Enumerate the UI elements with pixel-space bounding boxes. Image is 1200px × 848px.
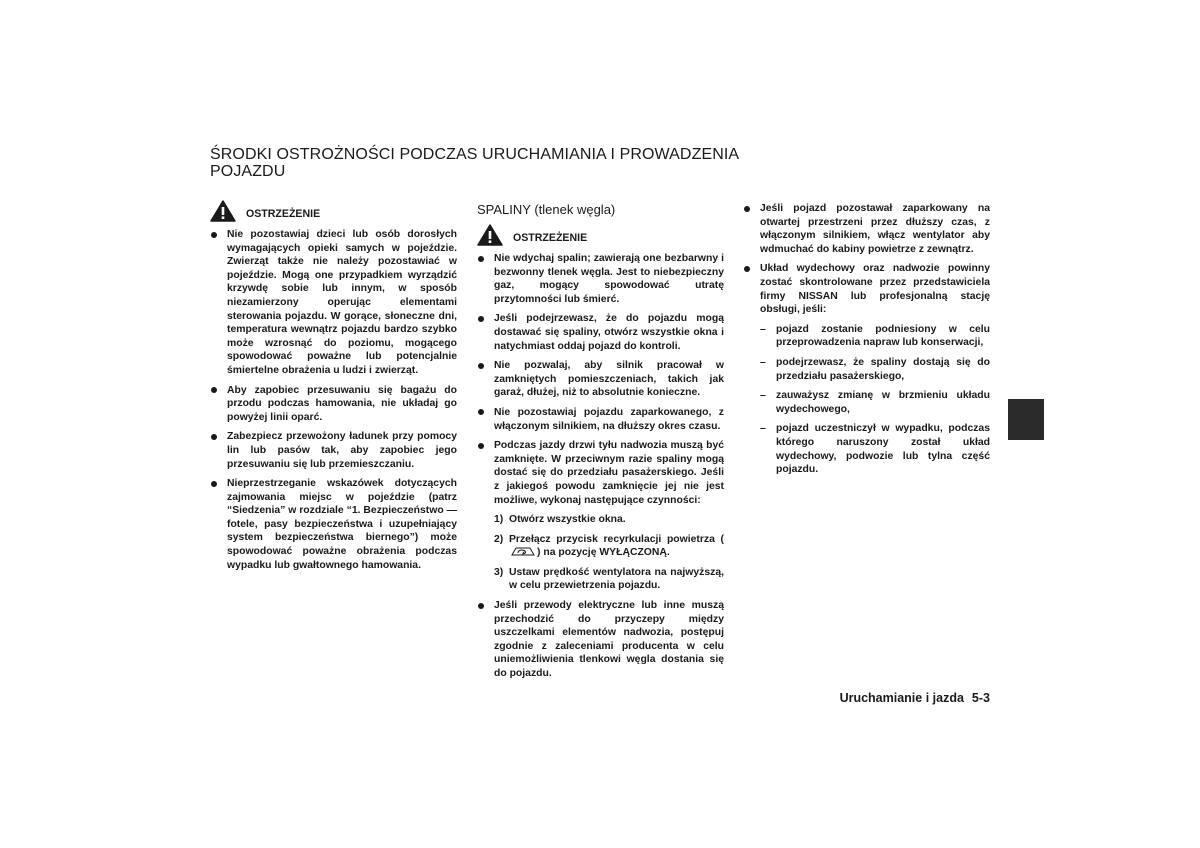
warning-header [477, 224, 724, 246]
page-footer [840, 691, 990, 705]
list-item: Nieprzestrzeganie wskazówek dotyczących zajmowania miejsc w pojeździe (patrz “Siedzenia” w rozdziale “1. Bezpieczeństwo — fotele, pasy bezpieczeństwa i uzupełniający system bezpieczeństwa biernego”) może spowodować poważne obrażenia podczas wypadku lub gwałtownego hamowania. [210, 477, 457, 572]
list-item: Jeśli pojazd pozostawał zaparkowany na otwartej przestrzeni przez dłuższy czas, z włączonym silnikiem, włącz wentylator aby wdmuchać do kabiny powietrze z zewnątrz. [743, 202, 990, 256]
column-2 [477, 202, 724, 687]
dash-item: – pojazd zostanie podniesiony w celu przeprowadzenia napraw lub konserwacji, [743, 323, 990, 350]
warning-label: OSTRZEŻENIE [246, 208, 321, 221]
step-item [477, 566, 724, 593]
list-item: Jeśli przewody elektryczne lub inne muszą przechodzić do przyczepy między uszczelkami elementów nadwozia, postępuj zgodnie z zaleceniami producenta w celu uniemożliwienia tlenkowi węgla dostania się do pojazdu. [477, 599, 724, 681]
step-text: ) na pozycję WYŁĄCZONĄ. [537, 547, 670, 559]
list-item: Jeśli podejrzewasz, że do pojazdu mogą dostawać się spaliny, otwórz wszystkie okna i natychmiast oddaj pojazd do kontroli. [477, 312, 724, 353]
dash-item: – podejrzewasz, że spaliny dostają się do przedziału pasażerskiego, [743, 356, 990, 383]
page-number: 5-3 [971, 691, 990, 705]
list-item: Nie wdychaj spalin; zawierają one bezbarwny i bezwonny tlenek węgla. Jest to niebezpieczny gaz, mogący spowodować utratę przytomności lub śmierć. [477, 252, 724, 306]
step-text: Przełącz przycisk recyrkulacji powietrza ( [509, 533, 724, 545]
warning-header [210, 200, 457, 222]
warning-list [477, 252, 724, 507]
step-text: Ustaw prędkość wentylatora na najwyższą, w celu przewietrzenia pojazdu. [509, 566, 724, 592]
warning-list [210, 228, 457, 572]
list-item: Aby zapobiec przesuwaniu się bagażu do przodu podczas hamowania, nie układaj go powyżej linii oparć. [210, 384, 457, 425]
list-item: Zabezpiecz przewożony ładunek przy pomocy lin lub pasów tak, aby zapobiec jego przesuwaniu się lub przemieszczaniu. [210, 430, 457, 471]
dash-list [743, 323, 990, 477]
list-item: Nie pozwalaj, aby silnik pracował w zamkniętych pomieszczeniach, takich jak garaż, dłużej, niż to absolutnie konieczne. [477, 359, 724, 400]
step-number: 3) [494, 566, 504, 578]
dash-item: – pojazd uczestniczył w wypadku, podczas którego naruszony został układ wydechowy, podwozie lub tylna część pojazdu. [743, 422, 990, 476]
step-item [477, 533, 724, 560]
section-title: SPALINY (tlenek węgla) [477, 202, 616, 217]
step-number: 2) [494, 533, 504, 545]
warning-list [477, 599, 724, 681]
warning-triangle-icon [210, 200, 236, 222]
warning-label: OSTRZEŻENIE [513, 232, 588, 245]
page-title: ŚRODKI OSTROŻNOŚCI PODCZAS URUCHAMIANIA I PROWADZENIA POJAZDU [210, 146, 739, 180]
step-text: Otwórz wszystkie okna. [509, 514, 626, 526]
footer-section: Uruchamianie i jazda [839, 691, 964, 705]
list-item: Podczas jazdy drzwi tyłu nadwozia muszą być zamknięte. W przeciwnym razie spaliny mogą dostać się do przedziału pasażerskiego. Jeśli z jakiegoś powodu zamknięcie jej nie jest możliwe, wykonaj następujące czynności: [477, 439, 724, 507]
dash-item: – zauważysz zmianę w brzmieniu układu wydechowego, [743, 389, 990, 416]
column-3 [743, 202, 990, 483]
step-number: 1) [494, 514, 504, 526]
bullet-list [743, 202, 990, 317]
step-item [477, 513, 724, 527]
list-item [743, 262, 990, 316]
list-item: Nie pozostawiaj dzieci lub osób dorosłych wymagających opieki samych w pojeździe. Zwierząt także nie należy pozostawiać w pojeździe. Mogą one przypadkiem wyrządzić krzywdę sobie lub innym, w sposób niezamierzony operując elementami sterowania pojazdu. W gorące, słoneczne dni, temperatura wewnątrz pojazdu bardzo szybko może wzrosnąć do poziomu, mogącego spowodować poważne lub potencjalnie śmiertelne obrażenia u ludzi i zwierząt. [210, 228, 457, 378]
warning-triangle-icon [477, 224, 503, 246]
list-item: Nie pozostawiaj pojazdu zaparkowanego, z włączonym silnikiem, na dłuższy okres czasu. [477, 406, 724, 433]
column-1 [210, 200, 457, 578]
steps-list [477, 513, 724, 593]
list-item-text: Układ wydechowy oraz nadwozie powinny zostać skontrolowane przez przedstawiciela firmy NISSAN lub profesjonalną stację obsługi, jeśli: [760, 263, 990, 316]
chapter-thumb-tab [1008, 399, 1044, 440]
air-recirculation-icon [510, 546, 536, 557]
